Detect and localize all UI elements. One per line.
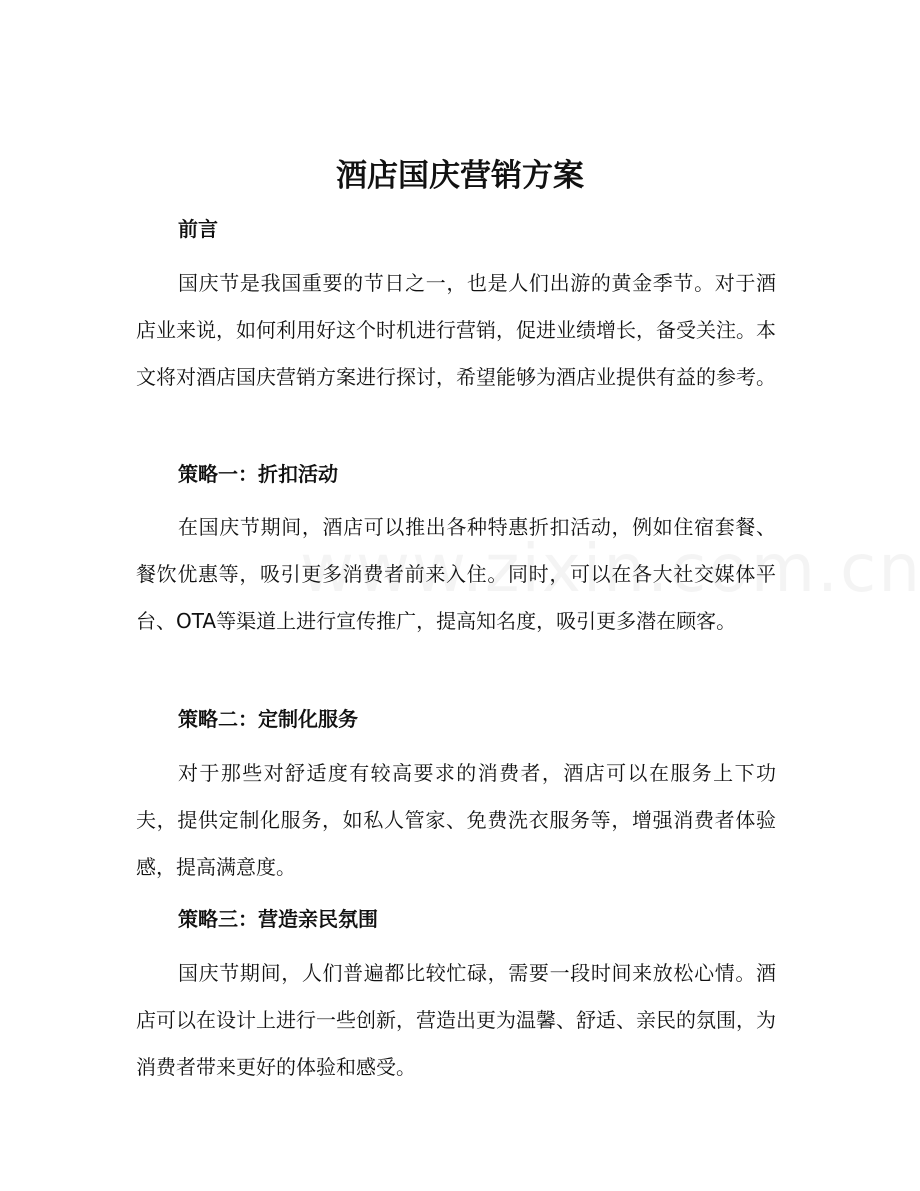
section-paragraph-strategy-1: 在国庆节期间，酒店可以推出各种特惠折扣活动，例如住宿套餐、餐饮优惠等，吸引更多消费者前来入住。同时，可以在各大社交媒体平台、OTA等渠道上进行宣传推广，提高知名度，吸引更多潜在顾客。 [136,515,776,633]
section-heading-intro: 前言 [178,217,218,241]
section-heading-strategy-1: 策略一：折扣活动 [178,462,338,486]
section-paragraph-intro: 国庆节是我国重要的节日之一，也是人们出游的黄金季节。对于酒店业来说，如何利用好这个时机进行营销，促进业绩增长，备受关注。本文将对酒店国庆营销方案进行探讨，希望能够为酒店业提供有益的参考。 [136,271,776,389]
section-paragraph-strategy-3: 国庆节期间，人们普遍都比较忙碌，需要一段时间来放松心情。酒店可以在设计上进行一些创新，营造出更为温馨、舒适、亲民的氛围，为消费者带来更好的体验和感受。 [136,961,776,1079]
document-title: 酒店国庆营销方案 [336,158,584,194]
section-heading-strategy-3: 策略三：营造亲民氛围 [178,907,378,931]
section-paragraph-strategy-2: 对于那些对舒适度有较高要求的消费者，酒店可以在服务上下功夫，提供定制化服务，如私人管家、免费洗衣服务等，增强消费者体验感，提高满意度。 [136,761,776,879]
section-heading-strategy-2: 策略二：定制化服务 [178,707,358,731]
